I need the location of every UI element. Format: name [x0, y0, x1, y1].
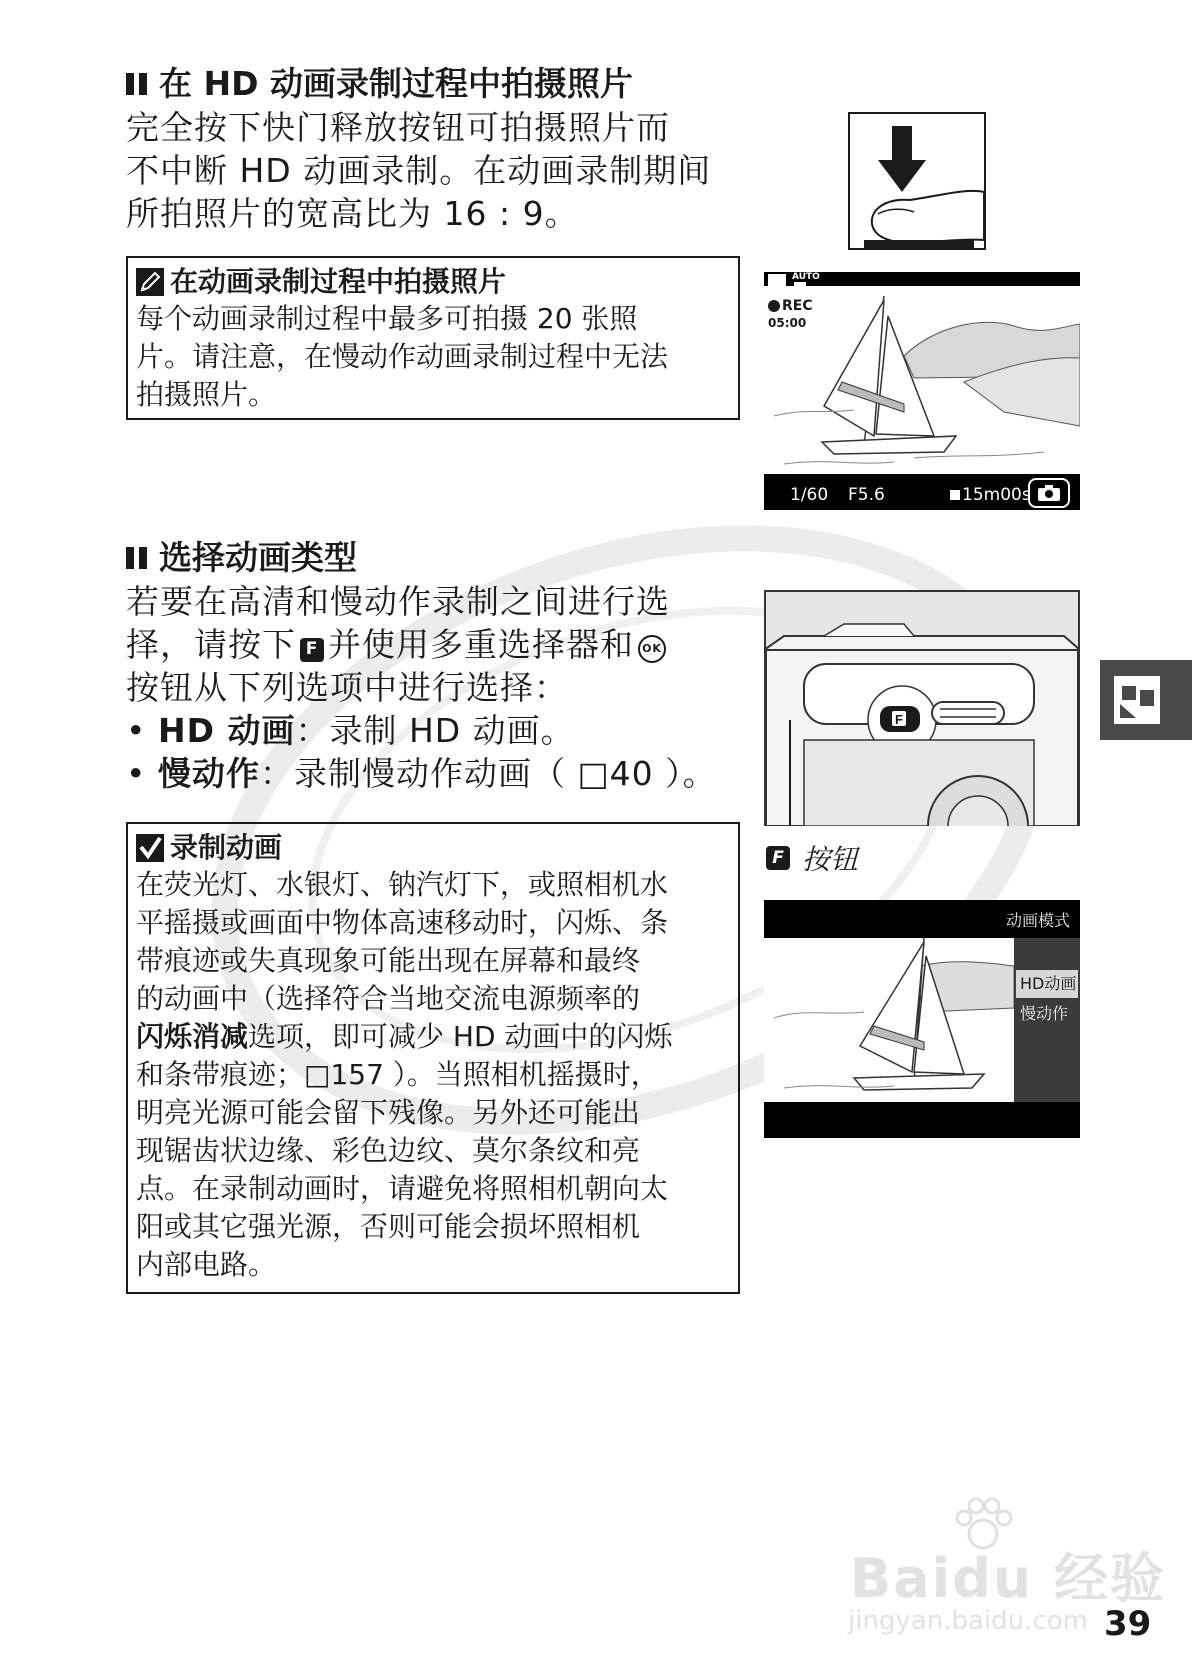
note2-line: 阳或其它强光源，否则可能会损坏照相机: [136, 1210, 641, 1243]
note1-title: [136, 264, 730, 300]
menu-option-label: 慢动作: [1020, 1004, 1069, 1023]
note1-title-text: 在动画录制过程中拍摄照片: [170, 265, 507, 298]
auto-indicator: AUTO: [792, 272, 820, 282]
svg-text:F: F: [895, 712, 903, 727]
camera-back-illustration: [764, 590, 1080, 826]
section2-heading: [126, 538, 357, 578]
note2-line: 平摇摄或画面中物体高速移动时，闪烁、条: [136, 906, 669, 939]
rec-dot-icon: [768, 300, 780, 312]
note2-line: 内部电路。: [136, 1248, 277, 1281]
note2-line: 在荧光灯、水银灯、钠汽灯下，或照相机水: [136, 868, 669, 901]
ok-button-icon: OK: [638, 635, 666, 663]
note1-line: 片。请注意，在慢动作动画录制过程中无法: [136, 340, 669, 373]
bullet-hd-movie: • HD 动画：录制 HD 动画。: [126, 711, 575, 750]
section2-line2a: 择，请按下: [126, 625, 296, 664]
checkmark-icon: [136, 834, 164, 862]
shutter-speed: 1/60: [790, 485, 829, 505]
note2-line: 现锯齿状边缘、彩色边纹、莫尔条纹和亮: [136, 1134, 641, 1167]
movie-section-tab: [1100, 660, 1192, 740]
section2-body: [126, 580, 766, 795]
movie-mode-icon: [768, 274, 786, 290]
menu-option-label: HD动画: [1020, 974, 1077, 993]
note2-line: 点。在录制动画时，请避免将照相机朝向太: [136, 1172, 669, 1205]
heading-marker: [126, 73, 134, 95]
photo-capture-icon: [1028, 478, 1070, 508]
heading-marker: [126, 547, 134, 569]
f-button-icon: F: [766, 846, 790, 870]
bullet-slow-motion: • 慢动作：录制慢动作动画（ □40 ）。: [126, 754, 717, 793]
section1-line: 不中断 HD 动画录制。在动画录制期间: [126, 151, 712, 190]
section1-line: 所拍照片的宽高比为 16 : 9。: [126, 194, 579, 233]
baidu-watermark-url: jingyan.baidu.com: [848, 1606, 1088, 1636]
heading-marker: [139, 547, 147, 569]
menu-sailboat-scene: [764, 938, 1014, 1102]
heading-marker: [139, 73, 147, 95]
section1-line: 完全按下快门释放按钮可拍摄照片而: [126, 108, 670, 147]
bullet-desc: ：录制慢动作动画（ □40 ）。: [259, 754, 717, 793]
section1-heading: [126, 64, 633, 104]
section1-heading-text: 在 HD 动画录制过程中拍摄照片: [159, 64, 633, 103]
note-box-recording-movies: [126, 822, 740, 1294]
f-button-caption: [766, 838, 858, 878]
movie-small-icon: [950, 490, 960, 500]
pencil-icon: [136, 268, 164, 296]
remaining-time: [950, 485, 1031, 505]
f-button-icon: F: [300, 638, 324, 662]
note1-line: 每个动画录制过程中最多可拍摄 20 张照: [136, 302, 638, 335]
menu-option-hd-movie[interactable]: [1016, 970, 1078, 998]
camera-mini-icon: [794, 282, 806, 290]
note2-title: [136, 830, 730, 866]
note2-line: 的动画中（选择符合当地交流电源频率的: [136, 982, 641, 1015]
shutter-press-illustration: [848, 112, 986, 250]
note2-title-text: 录制动画: [170, 831, 283, 864]
bullet-desc: ：录制 HD 动画。: [295, 711, 575, 750]
menu-title: 动画模式: [1005, 911, 1070, 930]
bullet-term: HD 动画: [157, 711, 296, 750]
note1-line: 拍摄照片。: [136, 378, 277, 411]
note2-line: [136, 1018, 730, 1056]
note2-line: 和条带痕迹；□157 ）。当照相机摇摄时，: [136, 1058, 659, 1091]
bullet-term: 慢动作: [157, 754, 260, 793]
menu-option-slow-motion[interactable]: [1016, 1000, 1078, 1028]
note2-line5-rest: 选项，即可减少 HD 动画中的闪烁: [248, 1020, 673, 1053]
rec-indicator: [768, 298, 813, 314]
movie-camera-icon: [1100, 660, 1192, 740]
flicker-reduction-term: 闪烁消减: [136, 1020, 249, 1053]
baidu-watermark-brand: Baidu 经验: [850, 1547, 1167, 1610]
section2-heading-text: 选择动画类型: [159, 538, 357, 577]
rec-time: 05:00: [768, 316, 807, 330]
movie-recording-screen: [764, 272, 1080, 510]
section1-body: [126, 106, 746, 235]
sailboat-scene: [764, 286, 1080, 474]
note2-line: 明亮光源可能会留下残像。另外还可能出: [136, 1096, 641, 1129]
section2-line: 按钮从下列选项中进行选择：: [126, 668, 568, 707]
section2-line: [126, 623, 766, 666]
remaining-time-value: 15m00s: [962, 485, 1031, 505]
movie-mode-menu-screen: [764, 900, 1080, 1138]
rec-label: REC: [782, 298, 813, 314]
note-box-photo-during-movie: [126, 256, 740, 420]
aperture: F5.6: [848, 485, 885, 505]
section2-line: 若要在高清和慢动作录制之间进行选: [126, 582, 670, 621]
paw-watermark-icon: [948, 1496, 1018, 1556]
note2-line: 带痕迹或失真现象可能出现在屏幕和最终: [136, 944, 641, 977]
page-number: 39: [1104, 1604, 1152, 1644]
section2-line2b: 并使用多重选择器和: [328, 625, 634, 664]
f-button-caption-text: 按钮: [802, 843, 859, 876]
